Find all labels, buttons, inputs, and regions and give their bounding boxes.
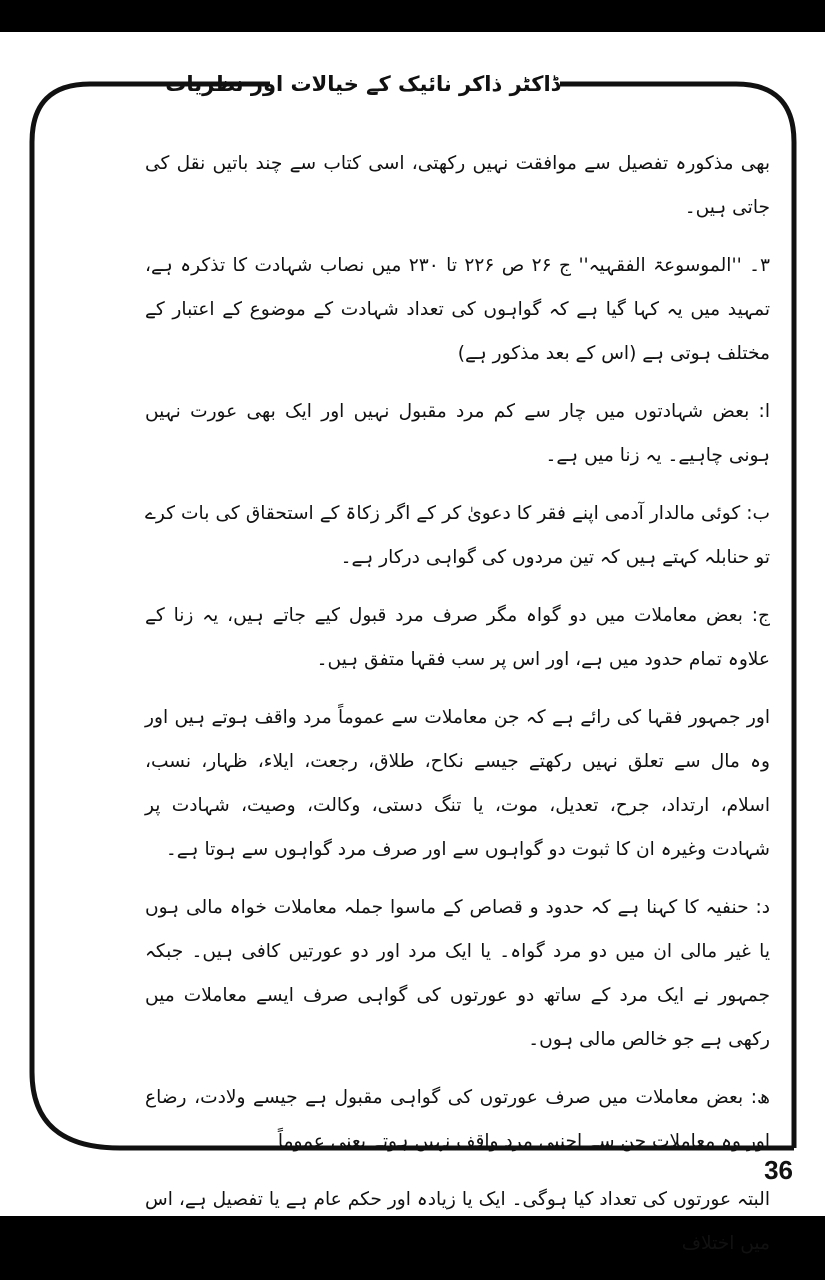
paragraph-jeem: ج: بعض معاملات میں دو گواہ مگر صرف مرد قبول کیے جاتے ہیں، یہ زنا کے علاوہ تمام حدود میں ہے، اور اس پر سب فقہا متفق ہیں۔: [145, 605, 770, 670]
paragraph-alif: ا: بعض شہادتوں میں چار سے کم مرد مقبول نہیں اور ایک بھی عورت نہیں ہونی چاہیے۔ یہ زنا میں ہے۔: [145, 401, 770, 466]
paragraph-closing: البتہ عورتوں کی تعداد کیا ہوگی۔ ایک یا زیادہ اور حکم عام ہے یا تفصیل ہے، اس میں اختلاف: [145, 1189, 770, 1254]
paragraph-intro: بھی مذکورہ تفصیل سے موافقت نہیں رکھتی، اسی کتاب سے چند باتیں نقل کی جاتی ہیں۔: [145, 153, 770, 218]
paragraph-jumhur: اور جمہور فقہا کی رائے ہے کہ جن معاملات سے عموماً مرد واقف ہوتے ہیں اور وہ مال سے تعلق نہیں رکھتے جیسے نکاح، طلاق، رجعت، ایلاء، ظہار، نسب، اسلام، ارتداد، جرح، تعدیل، موت، یا تنگ دستی، وکالت، وصیت، شہادت پر شہادت وغیرہ ان کا ثبوت دو گواہوں سے اور صرف مرد گواہوں سے ہوتا ہے۔: [145, 707, 770, 860]
paragraph-dal: د: حنفیہ کا کہنا ہے کہ حدود و قصاص کے ماسوا جملہ معاملات خواہ مالی ہوں یا غیر مالی ان میں دو مرد گواہ۔ یا ایک مرد اور دو عورتیں کافی ہیں۔ جبکہ جمہور نے ایک مرد کے ساتھ دو عورتوں کی گواہی صرف ایسے معاملات میں رکھی ہے جو خالص مالی ہوں۔: [145, 897, 770, 1050]
body-text: [145, 142, 770, 1280]
paragraph-be: ب: کوئی مالدار آدمی اپنے فقر کا دعویٰ کر کے اگر زکاۃ کے استحقاق کی بات کرے تو حنابلہ کہتے ہیں کہ تین مردوں کی گواہی درکار ہے۔: [145, 503, 770, 568]
running-header-title: ڈاکٹر ذاکر نائیک کے خیالات اور نظریات: [270, 64, 560, 104]
page-number: 36: [758, 1155, 793, 1186]
paragraph-he: ھ: بعض معاملات میں صرف عورتوں کی گواہی مقبول ہے جیسے ولادت، رضاع اور وہ معاملات جن سے اجنبی مرد واقف نہیں ہوتے یعنی عموماً۔: [145, 1087, 770, 1152]
paragraph-item-3: ۳۔ ''الموسوعۃ الفقہیہ'' ج ۲۶ ص ۲۲۶ تا ۲۳۰ میں نصاب شہادت کا تذکرہ ہے، تمہید میں یہ کہا گیا ہے کہ گواہوں کی تعداد شہادت کے موضوع کے اعتبار کے مختلف ہوتی ہے (اس کے بعد مذکور ہے): [145, 255, 770, 364]
book-page: [0, 32, 825, 1254]
